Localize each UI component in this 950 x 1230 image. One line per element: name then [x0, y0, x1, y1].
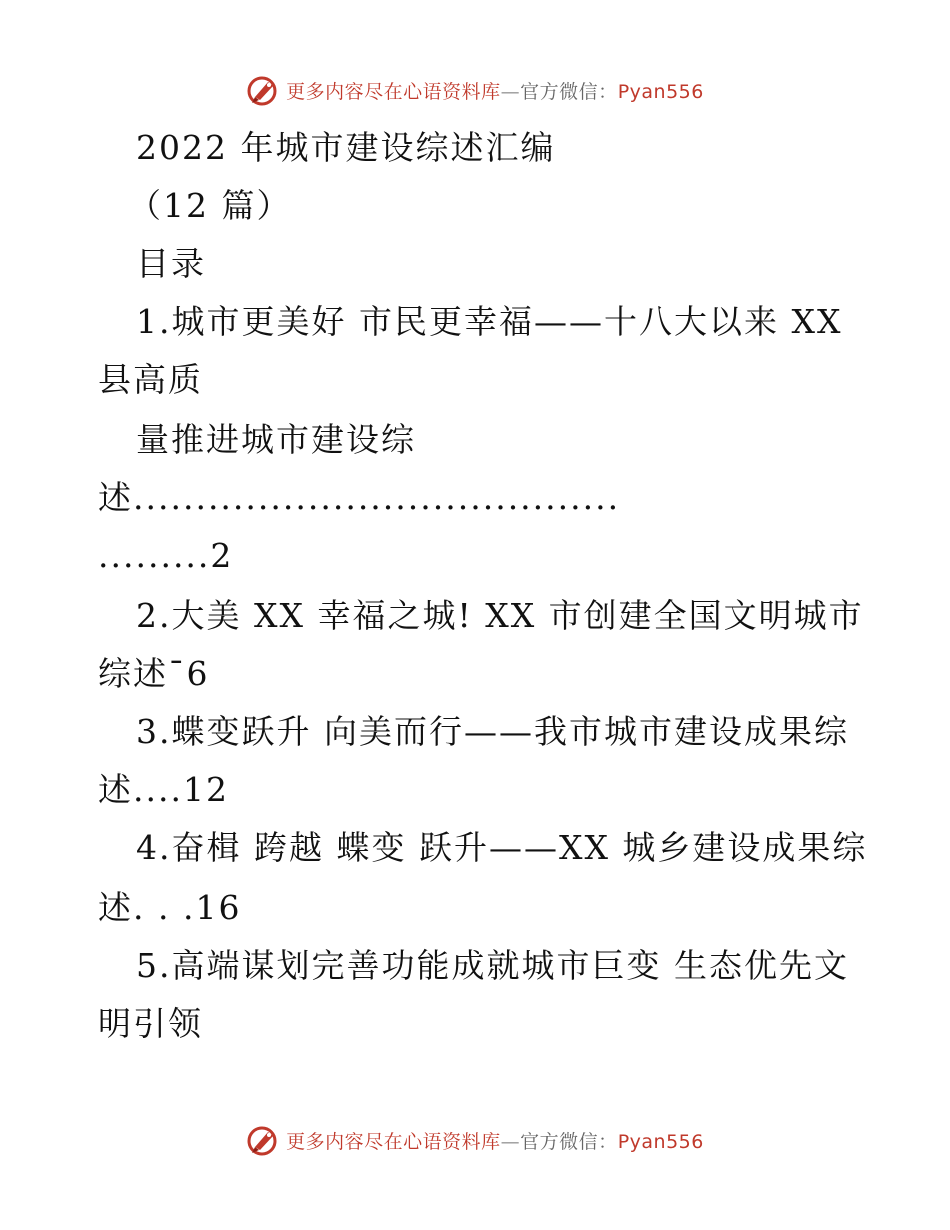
toc-line: 述....................................... [98, 478, 621, 517]
banner-text [286, 1127, 704, 1154]
banner-wechat-id: Pyan556 [617, 1130, 704, 1153]
pen-logo-icon [246, 1123, 280, 1157]
toc-line: 5.高端谋划完善功能成就城市巨变 生态优先文 [136, 946, 849, 985]
banner-text [286, 77, 704, 104]
banner-dash: — [500, 1130, 521, 1153]
banner-main-text: 更多内容尽在心语资料库 [286, 1130, 501, 1153]
header-banner [0, 72, 950, 108]
toc-line: 综述¯6 [98, 654, 210, 693]
banner-label: 官方微信： [520, 80, 618, 103]
toc-heading: 目录 [136, 244, 206, 283]
toc-line: 1.城市更美好 市民更幸福——十八大以来 XX [136, 302, 843, 341]
toc-line: 述. . .16 [98, 888, 242, 927]
footer-banner [0, 1122, 950, 1158]
toc-line: 4.奋楫 跨越 蝶变 跃升——XX 城乡建设成果综 [136, 828, 868, 867]
banner-dash: — [500, 80, 521, 103]
doc-subtitle: （12 篇） [128, 186, 292, 225]
doc-title: 2022 年城市建设综述汇编 [136, 128, 556, 167]
banner-wechat-id: Pyan556 [617, 80, 704, 103]
banner-label: 官方微信： [520, 1130, 618, 1153]
toc-line: 述....12 [98, 770, 229, 809]
toc-line: .........2 [98, 536, 234, 575]
pen-logo-icon [246, 73, 280, 107]
toc-line: 2.大美 XX 幸福之城! XX 市创建全国文明城市 [136, 596, 864, 635]
toc-line: 3.蝶变跃升 向美而行——我市城市建设成果综 [136, 712, 849, 751]
toc-line: 明引领 [98, 1004, 203, 1043]
banner-main-text: 更多内容尽在心语资料库 [286, 80, 501, 103]
toc-line: 量推进城市建设综 [136, 420, 416, 459]
toc-line: 县高质 [98, 360, 203, 399]
